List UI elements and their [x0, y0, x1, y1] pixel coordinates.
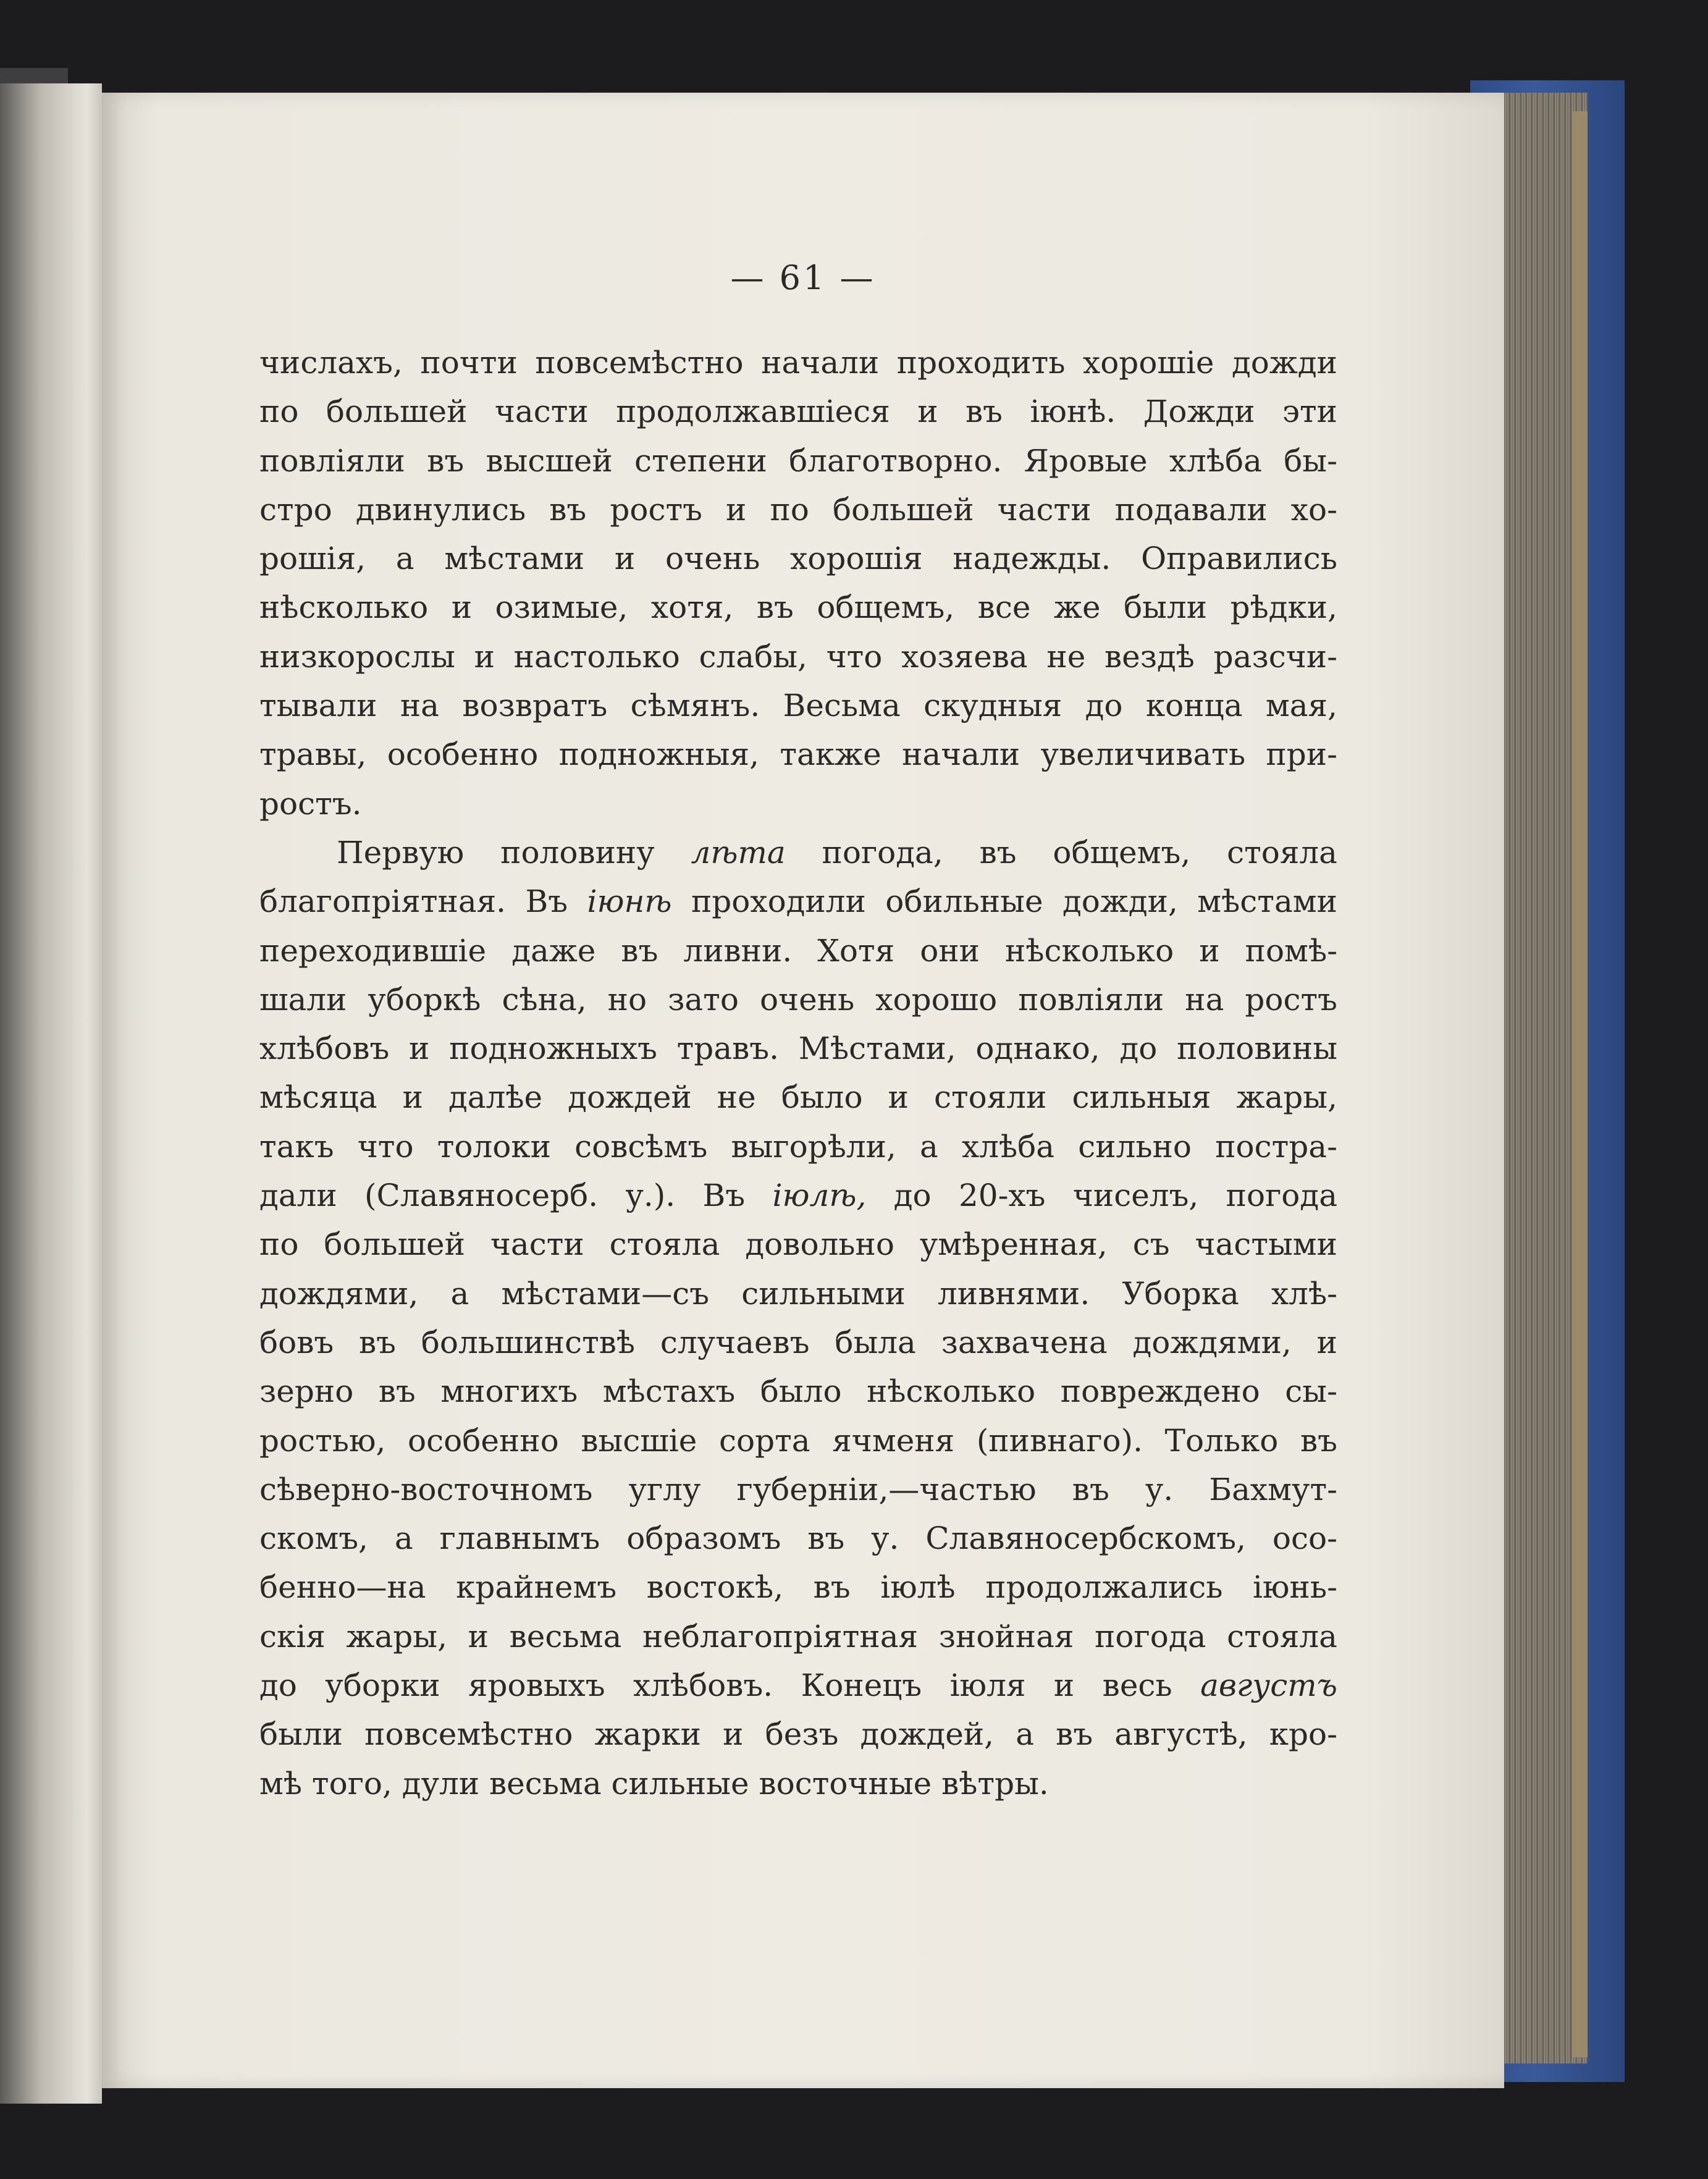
text-segment: дали (Славяносерб. у.). Въ	[259, 1178, 773, 1214]
text-segment: бовъ въ большинствѣ случаевъ была захвачена дождями, и	[259, 1324, 1337, 1360]
text-line	[259, 1270, 1337, 1318]
text-line	[259, 437, 1337, 486]
text-line	[259, 1417, 1337, 1465]
text-segment: благопріятная. Въ	[259, 883, 587, 920]
text-line	[259, 877, 1337, 926]
text-line	[259, 976, 1337, 1024]
text-segment: до уборки яровыхъ хлѣбовъ. Конецъ іюля и весь	[259, 1667, 1201, 1704]
text-line	[259, 681, 1337, 730]
text-line	[259, 1024, 1337, 1073]
text-line	[259, 1465, 1337, 1514]
text-line	[259, 534, 1337, 583]
text-segment: повліяли въ высшей степени благотворно. Яровые хлѣба бы-	[259, 442, 1337, 479]
text-segment: проходили обильные дожди, мѣстами	[671, 883, 1337, 920]
text-segment: дождями, а мѣстами—съ сильными ливнями. Уборка хлѣ-	[259, 1275, 1337, 1312]
text-segment: сѣверно-восточномъ углу губерніи,—частью въ у. Бахмут-	[259, 1471, 1337, 1507]
text-segment: зерно въ многихъ мѣстахъ было нѣсколько повреждено сы-	[259, 1373, 1337, 1410]
text-segment: бенно—на крайнемъ востокѣ, въ іюлѣ продолжались іюнь-	[259, 1569, 1337, 1606]
text-line	[259, 1220, 1337, 1269]
text-segment: скомъ, а главнымъ образомъ въ у. Славяносербскомъ, осо-	[259, 1520, 1337, 1557]
page-number: — 61 —	[730, 258, 876, 297]
text-line	[259, 1563, 1337, 1612]
text-segment: шали уборкѣ сѣна, но зато очень хорошо повліяли на ростъ	[259, 981, 1337, 1018]
text-line	[259, 1318, 1337, 1367]
text-line	[259, 339, 1337, 387]
text-segment: переходившіе даже въ ливни. Хотя они нѣсколько и помѣ-	[259, 932, 1337, 969]
text-segment: нѣсколько и озимые, хотя, въ общемъ, все же были рѣдки,	[259, 589, 1337, 626]
text-line	[259, 633, 1337, 681]
text-segment: такъ что толоки совсѣмъ выгорѣли, а хлѣба сильно постра-	[259, 1128, 1337, 1165]
text-segment: мѣ того, дули весьма сильные восточные вѣтры.	[259, 1765, 1049, 1802]
text-line	[259, 780, 1337, 828]
text-line	[259, 1514, 1337, 1563]
body-text	[259, 339, 1337, 1808]
text-line	[259, 1710, 1337, 1759]
text-segment: мѣсяца и далѣе дождей не было и стояли сильныя жары,	[259, 1079, 1337, 1116]
text-segment: числахъ, почти повсемѣстно начали проходить хорошіе дожди	[259, 345, 1337, 381]
italic-term: іюлѣ,	[772, 1178, 867, 1214]
text-segment: тывали на возвратъ сѣмянъ. Весьма скудныя до конца мая,	[259, 688, 1337, 724]
text-segment: по большей части продолжавшіеся и въ іюнѣ. Дожди эти	[259, 394, 1337, 430]
text-line	[259, 387, 1337, 436]
italic-term: лѣта	[691, 834, 786, 870]
text-line	[259, 486, 1337, 534]
text-segment: до 20-хъ чиселъ, погода	[866, 1178, 1337, 1214]
text-line	[259, 1123, 1337, 1171]
text-segment: погода, въ общемъ, стояла	[785, 834, 1337, 870]
text-line	[259, 1073, 1337, 1122]
text-segment: ростъ.	[259, 785, 362, 822]
facing-page-edge	[0, 83, 102, 2104]
text-line	[259, 1760, 1337, 1808]
text-segment: скія жары, и весьма неблагопріятная знойная погода стояла	[259, 1618, 1337, 1654]
italic-term: іюнѣ	[587, 883, 672, 920]
italic-term: августъ	[1200, 1667, 1337, 1704]
text-line	[259, 1612, 1337, 1661]
text-segment: Первую половину	[337, 834, 691, 870]
text-line	[259, 1367, 1337, 1416]
text-segment: низкорослы и настолько слабы, что хозяева не вездѣ разсчи-	[259, 638, 1337, 675]
text-segment: по большей части стояла довольно умѣренная, съ частыми	[259, 1226, 1337, 1263]
book-page	[102, 93, 1504, 2088]
text-line	[259, 1661, 1337, 1710]
text-segment: стро двинулись въ ростъ и по большей части подавали хо-	[259, 491, 1337, 528]
text-line	[259, 828, 1337, 877]
text-segment: были повсемѣстно жарки и безъ дождей, а въ августѣ, кро-	[259, 1716, 1337, 1753]
text-segment: рошія, а мѣстами и очень хорошія надежды. Оправились	[259, 541, 1337, 577]
text-line	[259, 927, 1337, 976]
text-line	[259, 730, 1337, 779]
text-line	[259, 1171, 1337, 1220]
text-segment: ростью, особенно высшіе сорта ячменя (пивнаго). Только въ	[259, 1422, 1337, 1459]
text-segment: травы, особенно подножныя, также начали увеличивать при-	[259, 736, 1337, 773]
page-block-fore-edge	[1572, 111, 1588, 2057]
text-segment: хлѣбовъ и подножныхъ травъ. Мѣстами, однако, до половины	[259, 1030, 1337, 1067]
text-line	[259, 583, 1337, 632]
